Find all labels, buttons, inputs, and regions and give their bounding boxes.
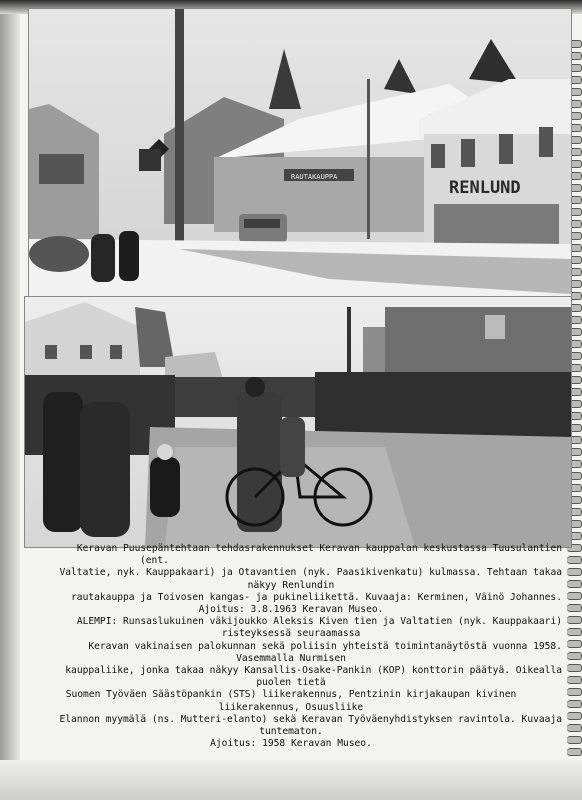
- caption-line: risteyksessä seuraamassa: [221, 628, 361, 640]
- caption-line: Valtatie, nyk. Kauppakaari) ja Otavantien (nyk. Paasikivenkatu) kulmassa. Tehtaan takaa: [59, 567, 562, 579]
- caption-line: ALEMPI: Runsaslukuinen väkijoukko Aleksis Kiven tien ja Valtatien (nyk. Kauppakaari): [76, 616, 562, 628]
- spiral-ring: [567, 748, 582, 756]
- spiral-ring: [567, 700, 582, 708]
- spiral-ring: [567, 628, 582, 636]
- caption-line: (ent.: [140, 555, 169, 567]
- spiral-ring: [567, 640, 582, 648]
- spiral-ring: [567, 664, 582, 672]
- photo-caption: [20, 543, 562, 750]
- caption-line: rautakauppa ja Toivosen kangas- ja pukineliikettä. Kuvaaja: Kerminen, Väinö Johannes.: [71, 591, 562, 603]
- caption-line: Elannon myymälä (ns. Mutteri-elanto) sekä Keravan Työväenyhdistyksen ravintola. Kuvaaja: [59, 713, 562, 725]
- spiral-ring: [567, 736, 582, 744]
- spiral-ring: [567, 688, 582, 696]
- caption-line: Ajoitus: 1958 Keravan Museo.: [210, 738, 372, 750]
- caption-line: Keravan vakinaisen palokunnan sekä poliisin yhteistä toimintanäytöstä vuonna 1958.: [88, 640, 562, 652]
- spiral-ring: [567, 652, 582, 660]
- renlund-sign: RENLUND: [449, 178, 521, 198]
- caption-line: Keravan Puusepäntehtaan tehdasrakennukset Keravan kauppalan keskustassa Tuusulantien: [76, 543, 562, 554]
- page-left-edge: [0, 0, 20, 800]
- caption-line: kauppaliike, jonka takaa näkyy Kansallis-Osake-Pankin (KOP) konttorin päätyä. Oikealla: [65, 665, 562, 677]
- caption-line: Ajoitus: 3.8.1963 Keravan Museo.: [198, 604, 384, 616]
- spiral-ring: [567, 616, 582, 624]
- spiral-ring: [567, 568, 582, 576]
- spiral-ring: [567, 712, 582, 720]
- spiral-ring: [567, 592, 582, 600]
- spiral-ring: [567, 604, 582, 612]
- rautakauppa-sign: RAUTAKAUPPA: [291, 173, 338, 181]
- spiral-ring: [567, 724, 582, 732]
- spiral-ring: [567, 580, 582, 588]
- caption-line: liikerakennus, Osuusliike: [218, 701, 364, 713]
- photo-crowd-1958: [24, 296, 572, 548]
- photo-street-winter: [28, 8, 572, 297]
- caption-line: puolen tietä: [256, 677, 326, 689]
- caption-line: näkyy Renlundin: [247, 579, 335, 591]
- spiral-ring: [567, 556, 582, 564]
- caption-line: Vasemmalla Nurmisen: [236, 652, 346, 664]
- spiral-ring: [567, 676, 582, 684]
- caption-line: tuntematon.: [259, 726, 323, 738]
- caption-line: Suomen Työväen Säästöpankin (STS) liikerakennus, Pentzinin kirjakaupan kivinen: [65, 689, 517, 701]
- page-bottom-edge: [0, 760, 582, 800]
- photo-street-winter-image: [29, 9, 571, 296]
- photo-crowd-1958-image: [25, 297, 571, 547]
